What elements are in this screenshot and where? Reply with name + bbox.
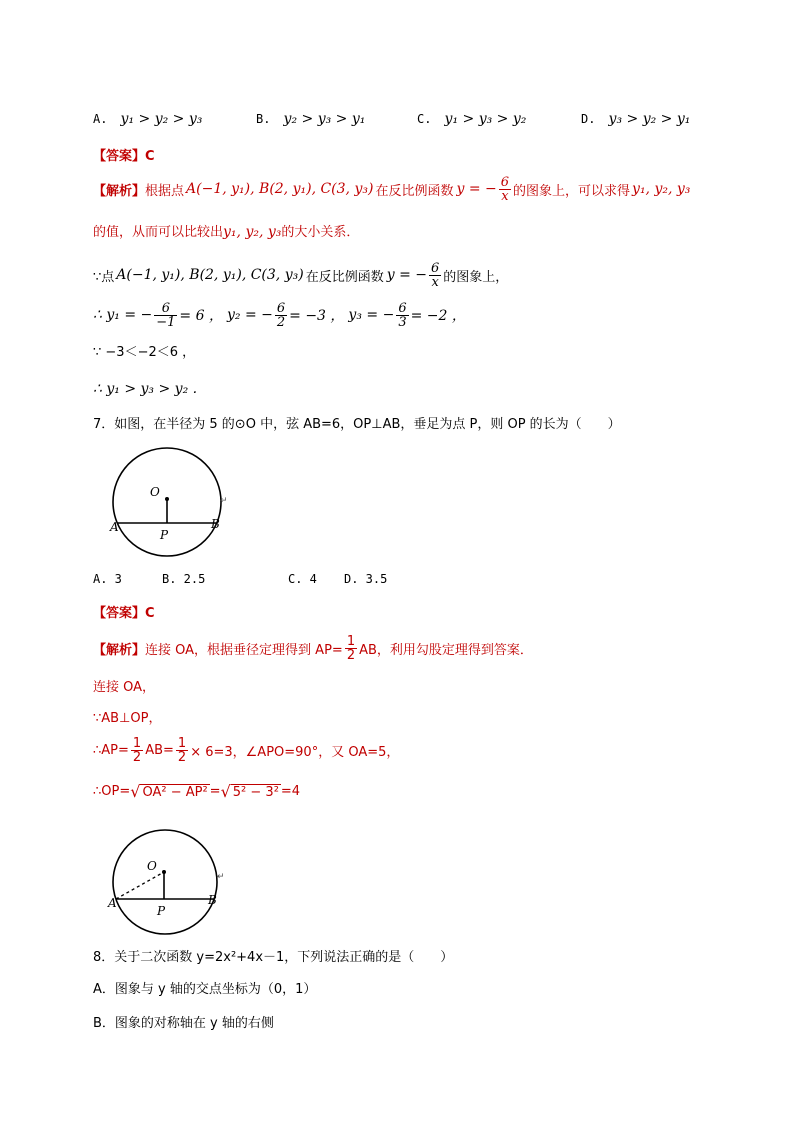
fraction: $\frac{6}{2}$ bbox=[276, 300, 286, 330]
q7-option-a: A. 3 bbox=[93, 572, 122, 586]
q8-option-a: A．图象与 y 轴的交点坐标为（0，1） bbox=[93, 982, 317, 997]
option-a: A. y₁ > y₂ > y₃ bbox=[93, 111, 203, 127]
fraction: $\frac{6}{3}$ bbox=[398, 300, 407, 330]
q7-option-b: B. 2.5 bbox=[162, 572, 206, 586]
q6-compute-line: ∴ y₁ = − $\frac{6}{-1}$ = 6 ， y₂ = − $\frac{6}{2}$ = −3 ， y₃ = − $\frac{6}{3}$ = −2 ， bbox=[93, 300, 466, 330]
q7-answer: 【答案】C bbox=[93, 606, 155, 621]
q6-compare-line: ∵ −3＜−2＜6 ， bbox=[93, 345, 196, 360]
label-o: O bbox=[150, 485, 160, 499]
label-o: O bbox=[147, 859, 157, 873]
option-b: B. y₂ > y₃ > y₁ bbox=[256, 111, 366, 127]
option-c: C. y₁ > y₃ > y₂ bbox=[417, 111, 527, 127]
q7-step-2: ∵AB⊥OP， bbox=[93, 711, 162, 726]
q6-analysis-line1: 【解析】 根据点 A(−1, y₁), B(2, y₁), C(3, y₃) 在反比例函数 y = − $\frac{6}{x}$ 的图象上，可以求得 y₁, y₂, y₃ bbox=[93, 174, 691, 204]
label-p: P bbox=[160, 528, 169, 542]
q7-option-d: D. 3.5 bbox=[344, 572, 388, 586]
label-p: P bbox=[157, 904, 166, 918]
q6-conclusion: ∴ y₁ > y₃ > y₂ . bbox=[93, 381, 198, 397]
return-mark: ↵ bbox=[217, 872, 225, 882]
fraction: $\frac{1}{2}$ bbox=[177, 735, 187, 765]
q7-option-c: C. 4 bbox=[288, 572, 317, 586]
fraction: $\frac{1}{2}$ bbox=[132, 735, 142, 765]
label-a: A bbox=[108, 896, 117, 910]
q7-analysis: 【解析】 连接 OA，根据垂径定理得到 AP= $\frac{1}{2}$ AB，利用勾股定理得到答案． bbox=[93, 633, 533, 663]
q8-option-b: B．图象的对称轴在 y 轴的右侧 bbox=[93, 1016, 274, 1031]
q7-step-1: 连接 OA， bbox=[93, 680, 156, 695]
q7-stem: 7．如图，在半径为 5 的⊙O 中，弦 AB=6，OP⊥AB，垂足为点 P，则 OP 的长为（ ） bbox=[93, 417, 621, 432]
label-a: A bbox=[110, 520, 119, 534]
q6-answer: 【答案】C bbox=[93, 149, 155, 164]
q7-step-3: ∴AP= $\frac{1}{2}$ AB= $\frac{1}{2}$ × 6=3，∠APO=90°，又 OA=5， bbox=[93, 735, 400, 765]
q8-stem: 8．关于二次函数 y=2x²+4x－1，下列说法正确的是（ ） bbox=[93, 950, 454, 965]
segment-oa-dashed bbox=[116, 872, 164, 899]
fraction: $\frac{6}{x}$ bbox=[430, 260, 440, 290]
label-b: B bbox=[208, 893, 217, 907]
option-d: D. y₃ > y₂ > y₁ bbox=[581, 111, 691, 127]
return-mark: ↵ bbox=[220, 496, 228, 506]
q6-reason-line: ∵点 A(−1, y₁), B(2, y₁), C(3, y₃) 在反比例函数 y = − $\frac{6}{x}$ 的图象上， bbox=[93, 260, 509, 290]
center-point bbox=[165, 497, 169, 501]
fraction: $\frac{6}{x}$ bbox=[500, 174, 510, 204]
fraction: $\frac{6}{-1}$ bbox=[156, 300, 176, 330]
label-b: B bbox=[211, 517, 220, 531]
q6-analysis-line2: 的值，从而可以比较出y₁, y₂, y₃的大小关系． bbox=[93, 224, 360, 240]
q7-step-4: ∴OP= √ OA² − AP² = √ 5² − 3² =4 bbox=[93, 782, 301, 801]
circle-figure bbox=[105, 445, 245, 560]
center-point bbox=[162, 870, 166, 874]
circle bbox=[113, 830, 217, 934]
circle-figure-solution bbox=[103, 827, 243, 942]
fraction: $\frac{1}{2}$ bbox=[346, 633, 356, 663]
